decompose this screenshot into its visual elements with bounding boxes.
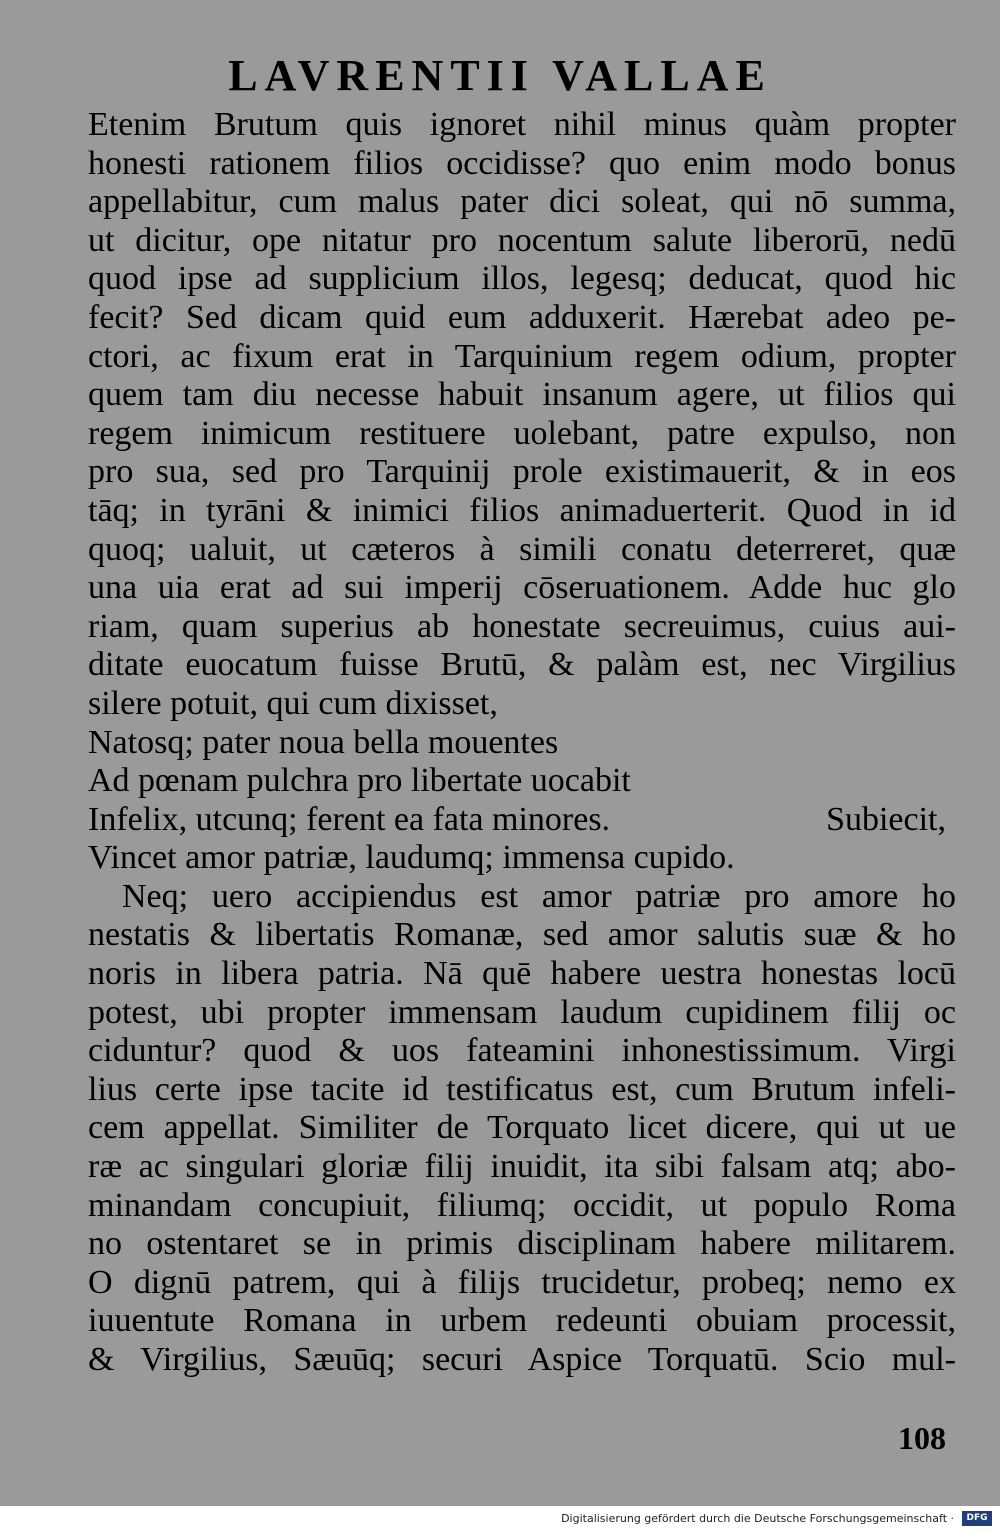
text-line: nestatis & libertatis Romanæ, sed amor salutis suæ & ho [88,916,956,954]
text-line: quem tam diu necesse habuit insanum agere, ut filios qui [88,376,956,414]
text-line: una uia erat ad sui imperij cōseruationem. Adde huc glo [88,569,956,607]
verse-line: Vincet amor patriæ, laudumq; immensa cupido. [88,839,735,877]
text-line: Neq; uero accipiendus est amor patriæ pro amore ho [122,877,956,915]
text-line: Etenim Brutum quis ignoret nihil minus quàm propter [88,106,956,143]
text-line: & Virgilius, Sæuūq; securi Aspice Torquatū. Scio mul- [88,1341,956,1378]
text-line: O dignū patrem, qui à filijs trucidetur, probeq; nemo ex [88,1263,956,1301]
page-number: 108 [898,1420,946,1456]
text-line: fecit? Sed dicam quid eum adduxerit. Hærebat adeo pe- [88,298,956,336]
text-line: no ostentaret se in primis disciplinam habere militarem. [88,1225,956,1263]
text-line: cem appellat. Similiter de Torquato licet dicere, qui ut ue [88,1109,956,1147]
footer-bar [0,1506,1000,1532]
text-line: honesti rationem filios occidisse? quo enim modo bonus [88,144,956,182]
body-text [88,106,956,1380]
text-line: quoq; ualuit, ut cæteros à simili conatu deterreret, quæ [88,530,956,568]
funding-credit: Digitalisierung gefördert durch die Deutsche Forschungsgemeinschaft · [561,1512,954,1525]
text-line: ræ ac singulari gloriæ filij inuidit, ita sibi falsam atq; abo- [88,1148,956,1186]
text-line: regem inimicum restituere uolebant, patre expulso, non [88,414,956,452]
text-line: noris in libera patria. Nā quē habere uestra honestas locū [88,955,956,993]
verse-line: Ad pœnam pulchra pro libertate uocabit [88,762,631,800]
verse-line: Infelix, utcunq; ferent ea fata minores. [88,800,611,838]
running-head: LAVRENTII VALLAE [228,51,772,100]
text-line: riam, quam superius ab honestate secreuimus, cuius aui- [88,607,956,645]
text-line: minandam concupiuit, filiumq; occidit, ut populo Roma [88,1186,956,1224]
dfg-logo-icon: DFG [962,1511,992,1526]
verse-line: Natosq; pater noua bella mouentes [88,723,559,761]
text-line: appellabitur, cum malus pater dici soleat, qui nō summa, [88,183,956,221]
text-line: ut dicitur, ope nitatur pro nocentum salute liberorū, nedū [88,221,956,259]
verse-aside: Subiecit, [826,800,946,838]
text-line: ciduntur? quod & uos fateamini inhonestissimum. Virgi [88,1032,956,1070]
text-line: pro sua, sed pro Tarquinij prole existimauerit, & in eos [88,453,956,491]
text-line: silere potuit, qui cum dixisset, [88,684,498,722]
text-line: lius certe ipse tacite id testificatus est, cum Brutum infeli- [88,1070,956,1108]
text-line: tāq; in tyrāni & inimici filios animaduerterit. Quod in id [88,491,956,529]
text-line: potest, ubi propter immensam laudum cupidinem filij oc [88,993,956,1031]
text-line: iuuentute Romana in urbem redeunti obuiam processit, [88,1302,956,1340]
verse-line-with-aside [88,801,956,840]
text-line: ditate euocatum fuisse Brutū, & palàm est, nec Virgilius [88,646,956,684]
text-line: ctori, ac fixum erat in Tarquinium regem odium, propter [88,337,956,375]
text-line: quod ipse ad supplicium illos, legesq; deducat, quod hic [88,260,956,298]
